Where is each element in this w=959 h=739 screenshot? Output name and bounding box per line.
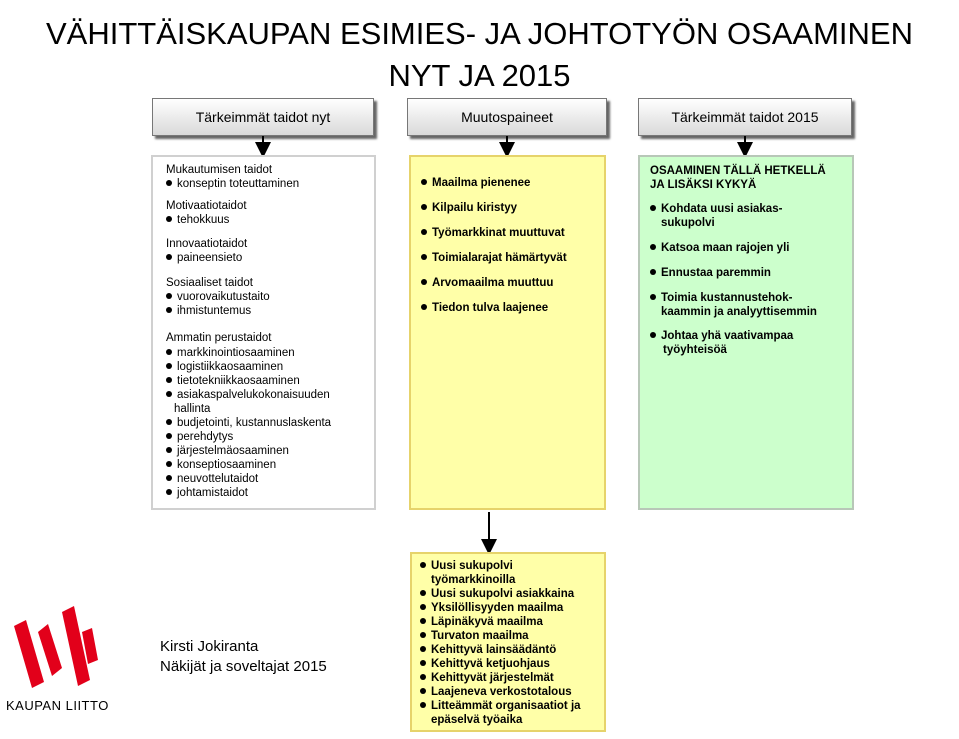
- list-item: Ennustaa paremmin: [650, 266, 771, 280]
- logo-text: KAUPAN LIITTO: [6, 698, 109, 713]
- title-line-2: NYT JA 2015: [388, 58, 571, 93]
- right-heading-1: OSAAMINEN TÄLLÄ HETKELLÄ: [650, 165, 826, 177]
- list-item: Läpinäkyvä maailma: [420, 615, 543, 629]
- list-item: Toimialarajat hämärtyvät: [421, 251, 567, 265]
- list-item: Uusi sukupolvi asiakkaina: [420, 587, 574, 601]
- group-title: Mukautumisen taidot: [166, 164, 273, 176]
- list-item: paineensieto: [166, 251, 242, 265]
- list-item: Työmarkkinat muuttuvat: [421, 226, 565, 240]
- list-item: Laajeneva verkostotalous: [420, 685, 572, 699]
- kaupan-liitto-logo-icon: [4, 598, 100, 698]
- list-item: Yksilöllisyyden maailma: [420, 601, 563, 615]
- list-item: neuvottelutaidot: [166, 472, 258, 486]
- basics-title: Ammatin perustaidot: [166, 332, 272, 344]
- list-item: Katsoa maan rajojen yli: [650, 241, 789, 255]
- list-item: Kohdata uusi asiakas-: [650, 202, 782, 216]
- header-change-pressures-label: Muutospaineet: [461, 109, 553, 125]
- list-item-continuation: kaammin ja analyyttisemmin: [661, 306, 817, 318]
- author-name: Kirsti Jokiranta: [160, 638, 259, 655]
- list-item: vuorovaikutustaito: [166, 290, 270, 304]
- list-item-continuation: hallinta: [174, 403, 211, 415]
- list-item: Johtaa yhä vaativampaa: [650, 329, 793, 343]
- list-item: Maailma pienenee: [421, 176, 530, 190]
- list-item: perehdytys: [166, 430, 233, 444]
- list-item: asiakaspalvelukokonaisuuden: [166, 388, 330, 402]
- right-heading-2: JA LISÄKSI KYKYÄ: [650, 179, 757, 191]
- list-item: ihmistuntemus: [166, 304, 251, 318]
- list-item: markkinointiosaaminen: [166, 346, 295, 360]
- group-title: Motivaatiotaidot: [166, 200, 247, 212]
- list-item: Kehittyvä lainsäädäntö: [420, 643, 556, 657]
- title-line-1: VÄHITTÄISKAUPAN ESIMIES- JA JOHTOTYÖN OSAAMINEN: [45, 16, 913, 51]
- header-current-skills-label: Tärkeimmät taidot nyt: [195, 109, 331, 125]
- list-item: johtamistaidot: [166, 486, 248, 500]
- list-item: Kehittyvä ketjuohjaus: [420, 657, 550, 671]
- list-item-continuation: työmarkkinoilla: [431, 574, 516, 586]
- list-item: Litteämmät organisaatiot ja: [420, 699, 581, 713]
- list-item: Arvomaailma muuttuu: [421, 276, 553, 290]
- list-item: konseptin toteuttaminen: [166, 177, 299, 191]
- list-item: budjetointi, kustannuslaskenta: [166, 416, 331, 430]
- group-title: Sosiaaliset taidot: [166, 277, 253, 289]
- list-item: Toimia kustannustehok-: [650, 291, 792, 305]
- list-item-continuation: työyhteisöä: [663, 344, 727, 356]
- list-item: Kehittyvät järjestelmät: [420, 671, 554, 685]
- group-title: Innovaatiotaidot: [166, 238, 248, 250]
- list-item: tehokkuus: [166, 213, 229, 227]
- list-item: Tiedon tulva laajenee: [421, 301, 548, 315]
- list-item: Turvaton maailma: [420, 629, 529, 643]
- list-item-continuation: sukupolvi: [661, 217, 715, 229]
- list-item: Uusi sukupolvi: [420, 559, 513, 573]
- list-item: tietotekniikkaosaaminen: [166, 374, 300, 388]
- source-title: Näkijät ja soveltajat 2015: [160, 658, 327, 675]
- list-item-continuation: epäselvä työaika: [431, 714, 523, 726]
- list-item: järjestelmäosaaminen: [166, 444, 289, 458]
- list-item: logistiikkaosaaminen: [166, 360, 283, 374]
- list-item: Kilpailu kiristyy: [421, 201, 517, 215]
- list-item: konseptiosaaminen: [166, 458, 276, 472]
- header-skills-2015-label: Tärkeimmät taidot 2015: [671, 109, 819, 125]
